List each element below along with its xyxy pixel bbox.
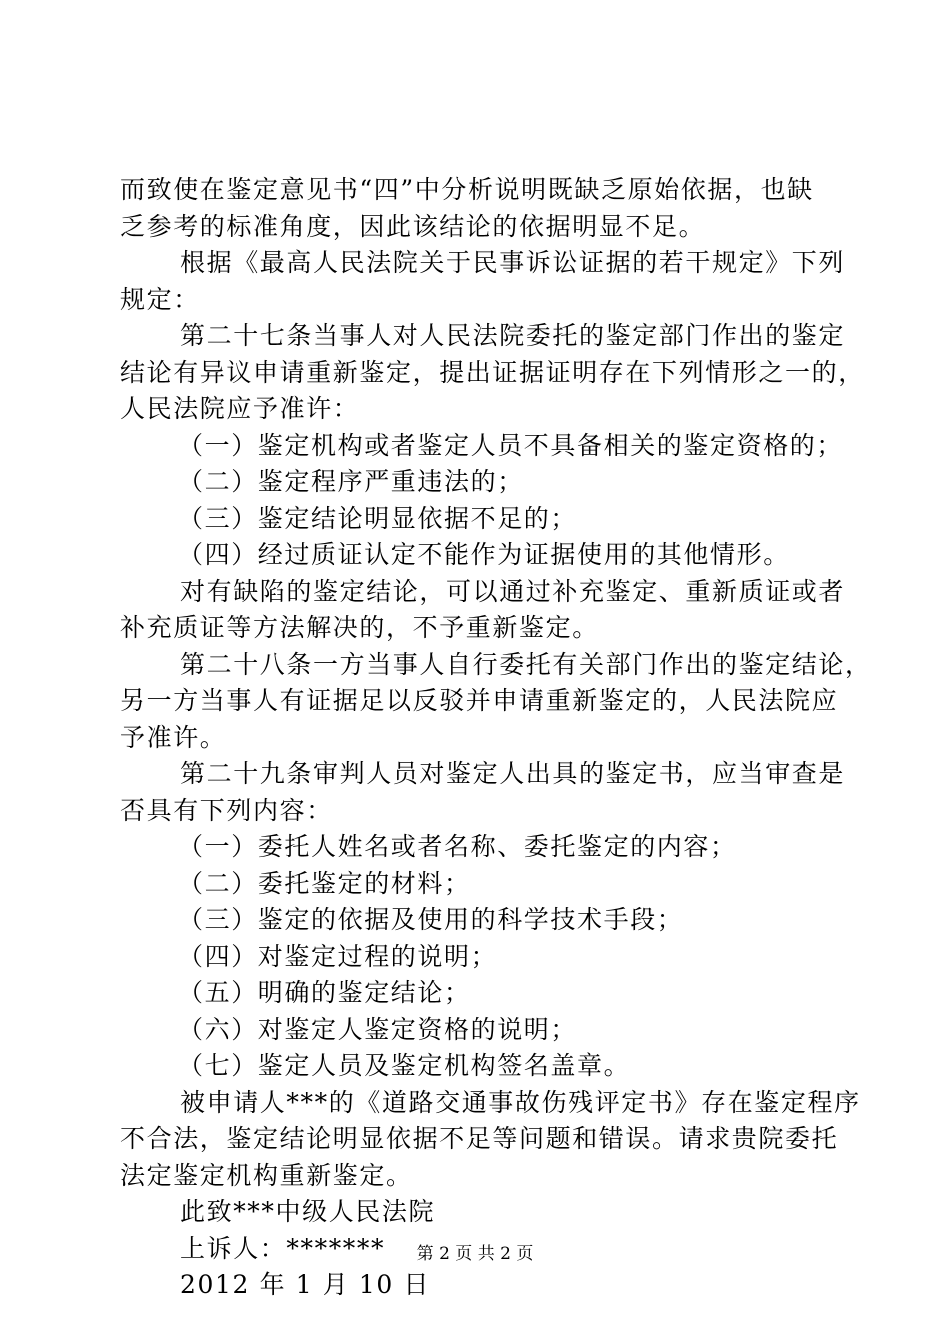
text-line: 另一方当事人有证据足以反驳并申请重新鉴定的，人民法院应 (120, 686, 839, 715)
text-line: 第二十八条一方当事人自行委托有关部门作出的鉴定结论， (180, 649, 872, 679)
text-line: 补充质证等方法解决的，不予重新鉴定。 (120, 613, 599, 642)
text-line: 此致***中级人民法院 (180, 1197, 436, 1226)
text-line: （七）鉴定人员及鉴定机构签名盖章。 (178, 1051, 631, 1080)
text-line: （二）委托鉴定的材料； (178, 868, 471, 898)
text-line: 否具有下列内容： (120, 795, 333, 825)
text-line: （三）鉴定结论明显依据不足的； (178, 503, 578, 533)
text-line: （一）鉴定机构或者鉴定人员不具备相关的鉴定资格的； (178, 430, 844, 460)
text-line: 人民法院应予准许： (120, 394, 360, 423)
text-line: （四）经过质证认定不能作为证据使用的其他情形。 (178, 540, 790, 569)
text-line: 被申请人***的《道路交通事故伤残评定书》存在鉴定程序 (180, 1087, 861, 1117)
text-line: 根据《最高人民法院关于民事诉讼证据的若干规定》下列 (180, 248, 846, 277)
text-line: 结论有异议申请重新鉴定，提出证据证明存在下列情形之一的， (120, 357, 865, 387)
text-line: 乏参考的标准角度，因此该结论的依据明显不足。 (120, 211, 706, 241)
text-line: 2012 年 1 月 10 日 (180, 1270, 431, 1299)
text-line: 上诉人：******* (180, 1233, 386, 1263)
text-line: 规定： (120, 284, 200, 314)
text-line: （六）对鉴定人鉴定资格的说明； (178, 1014, 578, 1044)
text-line: 而致使在鉴定意见书“四”中分析说明既缺乏原始依据，也缺 (120, 175, 814, 204)
text-line: 法定鉴定机构重新鉴定。 (120, 1160, 413, 1190)
text-line: （五）明确的鉴定结论； (178, 978, 471, 1007)
text-line: （四）对鉴定过程的说明； (178, 941, 498, 971)
text-line: 予准许。 (120, 722, 227, 752)
document-body (120, 172, 872, 1304)
text-line: （三）鉴定的依据及使用的科学技术手段； (178, 905, 684, 934)
text-line: （一）委托人姓名或者名称、委托鉴定的内容； (178, 832, 737, 861)
text-line: 第二十七条当事人对人民法院委托的鉴定部门作出的鉴定 (180, 321, 846, 350)
text-line: 对有缺陷的鉴定结论，可以通过补充鉴定、重新质证或者 (180, 576, 846, 606)
text-line: 第二十九条审判人员对鉴定人出具的鉴定书，应当审查是 (180, 759, 846, 788)
page-footer: 第 2 页 共 2 页 (416, 1244, 534, 1264)
text-line: （二）鉴定程序严重违法的； (178, 467, 524, 496)
text-line: 不合法，鉴定结论明显依据不足等问题和错误。请求贵院委托 (120, 1124, 839, 1153)
